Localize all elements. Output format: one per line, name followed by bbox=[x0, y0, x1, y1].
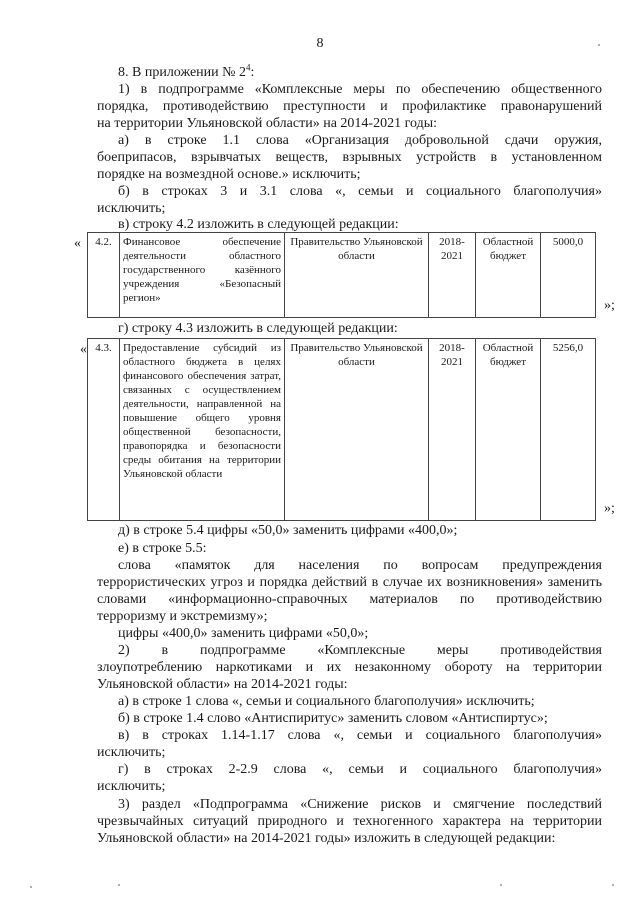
scan-speck bbox=[118, 884, 120, 886]
subitem-b-line: исключить; bbox=[97, 201, 166, 216]
subitem-a-line: боеприпасов, взрывчатых веществ, взрывных устройств в установленном bbox=[97, 150, 602, 165]
scan-speck bbox=[598, 44, 600, 46]
subitem-b-line: б) в строках 3 и 3.1 слова «, семьи и социального благополучия» bbox=[118, 184, 602, 199]
scan-speck bbox=[500, 884, 502, 886]
row-name: Предоставление субсидий из областного бюджета в целях финансового обеспечения затрат, связанных с осуществлением деятельности, направленной на повышение общего уровня общественной безопасности, правопорядка и безопасности среды обитания на территории Ульяновской области bbox=[120, 339, 285, 521]
subitem-e-words-line: терроризму и экстремизму»; bbox=[97, 609, 268, 624]
row-4-2-table bbox=[87, 232, 596, 318]
row-executor: Правительство Ульяновской области bbox=[285, 233, 429, 318]
subitem-e-line: е) в строке 5.5: bbox=[118, 541, 207, 556]
paragraph-2-b-line: б) в строке 1.4 слово «Антиспиритус» заменить словом «Антиспиртус»; bbox=[118, 711, 548, 726]
paragraph-2-v-line: в) в строках 1.14-1.17 слова «, семьи и социального благополучия» bbox=[118, 728, 602, 743]
row-executor: Правительство Ульяновской области bbox=[285, 339, 429, 521]
close-quote-row-4-3: »; bbox=[604, 501, 615, 516]
row-number: 4.2. bbox=[88, 233, 120, 318]
open-quote-row-4-3: « bbox=[80, 342, 87, 357]
table-row bbox=[88, 233, 596, 318]
row-source: Областной бюджет bbox=[476, 233, 541, 318]
row-amount: 5256,0 bbox=[541, 339, 596, 521]
row-years: 2018-2021 bbox=[429, 339, 476, 521]
row-amount: 5000,0 bbox=[541, 233, 596, 318]
paragraph-3-line: 3) раздел «Подпрограмма «Снижение рисков и смягчение последствий bbox=[118, 797, 602, 812]
open-quote-row-4-2: « bbox=[74, 236, 81, 251]
paragraph-3-line: Ульяновской области» на 2014-2021 годы» изложить в следующей редакции: bbox=[97, 831, 556, 846]
paragraph-1-line: на территории Ульяновской области» на 2014-2021 годы: bbox=[97, 116, 437, 131]
close-quote-row-4-2: »; bbox=[604, 298, 615, 313]
row-years: 2018-2021 bbox=[429, 233, 476, 318]
page-number: 8 bbox=[316, 36, 324, 51]
paragraph-1-line: 1) в подпрограмме «Комплексные меры по обеспечению общественного bbox=[118, 82, 602, 97]
subitem-e-words-line: слова «памяток для населения по вопросам предупреждения bbox=[118, 558, 602, 573]
paragraph-2-g-line: г) в строках 2-2.9 слова «, семьи и социального благополучия» bbox=[118, 762, 602, 777]
paragraph-2-line: злоупотреблению наркотиками и их незаконному обороту на территории bbox=[97, 660, 602, 675]
paragraph-2-v-line: исключить; bbox=[97, 745, 166, 760]
row-4-3-table bbox=[87, 338, 596, 521]
row-number: 4.3. bbox=[88, 339, 120, 521]
scan-speck bbox=[30, 886, 32, 888]
paragraph-1-line: порядка, противодействию преступности и профилактике правонарушений bbox=[97, 99, 602, 114]
row-source: Областной бюджет bbox=[476, 339, 541, 521]
row-name: Финансовое обеспечение деятельности областного государственного казённого учреждения «Безопасный регион» bbox=[120, 233, 285, 318]
subitem-e-words-line: террористических угроз и порядка действий в случае их возникновения» заменить bbox=[97, 575, 602, 590]
paragraph-3-line: чрезвычайных ситуаций природного и техногенного характера на территории bbox=[97, 814, 602, 829]
item-8-superscript: 4 bbox=[246, 62, 251, 73]
subitem-e-words-line: словами «информационно-справочных материалов по противодействию bbox=[97, 592, 602, 607]
subitem-g-line: г) строку 4.3 изложить в следующей редакции: bbox=[118, 321, 398, 336]
table-row bbox=[88, 339, 596, 521]
subitem-v-line: в) строку 4.2 изложить в следующей редакции: bbox=[118, 217, 399, 232]
paragraph-2-line: Ульяновской области» на 2014-2021 годы: bbox=[97, 677, 348, 692]
paragraph-2-a-line: а) в строке 1 слова «, семьи и социального благополучия» исключить; bbox=[118, 694, 535, 709]
subitem-d-line: д) в строке 5.4 цифры «50,0» заменить цифрами «400,0»; bbox=[118, 523, 458, 538]
scan-speck bbox=[612, 884, 614, 886]
paragraph-2-g-line: исключить; bbox=[97, 779, 166, 794]
subitem-e-figures-line: цифры «400,0» заменить цифрами «50,0»; bbox=[118, 626, 369, 641]
subitem-a-line: порядке на возмездной основе.» исключить; bbox=[97, 167, 361, 182]
subitem-a-line: а) в строке 1.1 слова «Организация добровольной сдачи оружия, bbox=[118, 133, 602, 148]
item-8-heading: 8. В приложении № $2^4$: bbox=[118, 62, 255, 80]
paragraph-2-line: 2) в подпрограмме «Комплексные меры противодействия bbox=[118, 643, 602, 658]
